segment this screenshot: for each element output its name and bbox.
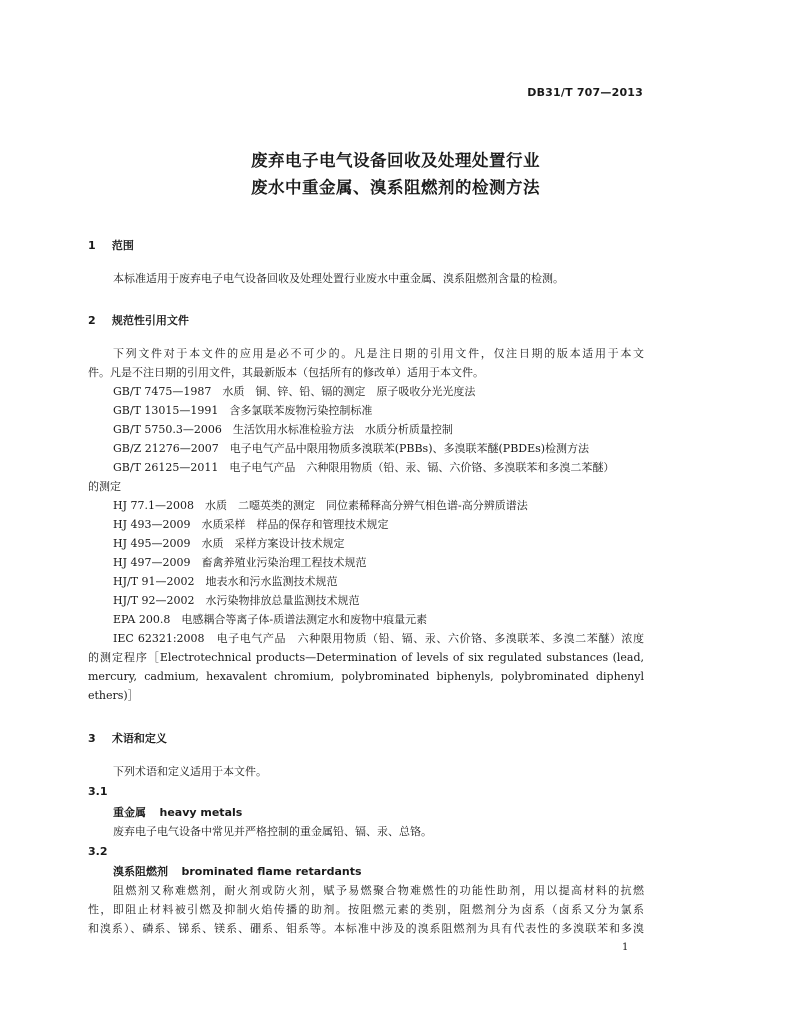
reference-item: GB/T 5750.3—2006 生活饮用水标准检验方法 水质分析质量控制	[113, 423, 453, 436]
reference-item: GB/T 7475—1987 水质 铜、锌、铅、镉的测定 原子吸收分光光度法	[113, 385, 476, 398]
term-heading	[113, 806, 242, 820]
reference-item: IEC 62321:2008 电子电气产品 六种限用物质（铅、镉、汞、六价铬、多溴联苯、多溴二苯醚）浓度	[113, 632, 644, 645]
reference-item-continued: ethers)］	[88, 689, 139, 702]
term-definition: 性，即阻止材料被引燃及抑制火焰传播的助剂。按阻燃元素的类别，阻燃剂分为卤系（卤系又分为氯系	[88, 903, 644, 916]
document-title-line2: 废水中重金属、溴系阻燃剂的检测方法	[251, 178, 540, 197]
section-number: 2	[88, 314, 96, 327]
term-en: brominated flame retardants	[181, 865, 362, 878]
reference-item: HJ 493—2009 水质采样 样品的保存和管理技术规定	[113, 518, 389, 531]
term-definition: 和溴系）、磷系、锑系、镁系、硼系、钼系等。本标准中涉及的溴系阻燃剂为具有代表性的多溴联苯和多溴	[88, 922, 644, 935]
section-number: 1	[88, 239, 96, 252]
section-3-heading	[88, 730, 167, 746]
reference-item-continued: 的测定	[88, 480, 121, 493]
reference-item: HJ/T 91—2002 地表水和污水监测技术规范	[113, 575, 338, 588]
term-definition: 阻燃剂又称难燃剂，耐火剂或防火剂，赋予易燃聚合物难燃性的功能性助剂，用以提高材料的抗燃	[113, 884, 644, 897]
reference-item-continued: mercury, cadmium, hexavalent chromium, polybrominated biphenyls, polybrominated diphenyl	[88, 670, 644, 683]
reference-item: GB/T 13015—1991 含多氯联苯废物污染控制标准	[113, 404, 373, 417]
term-number: 3.2	[88, 845, 108, 858]
reference-item-continued: 的测定程序［Electrotechnical products—Determination of levels of six regulated substances (lead,	[88, 651, 644, 664]
terms-intro: 下列术语和定义适用于本文件。	[113, 765, 267, 778]
reference-item: EPA 200.8 电感耦合等离子体-质谱法测定水和废物中痕量元素	[113, 613, 428, 626]
normative-intro-line1: 下列文件对于本文件的应用是必不可少的。凡是注日期的引用文件，仅注日期的版本适用于本文	[113, 347, 644, 360]
document-title-line1: 废弃电子电气设备回收及处理处置行业	[251, 151, 540, 170]
term-cn: 溴系阻燃剂	[113, 865, 168, 878]
term-number: 3.1	[88, 785, 108, 798]
term-definition: 废弃电子电气设备中常见并严格控制的重金属铅、镉、汞、总铬。	[113, 825, 432, 838]
standard-number: DB31/T 707—2013	[527, 86, 643, 99]
reference-item: HJ 497—2009 畜禽养殖业污染治理工程技术规范	[113, 556, 367, 569]
term-cn: 重金属	[113, 806, 146, 819]
section-1-heading	[88, 237, 134, 253]
section-number: 3	[88, 732, 96, 745]
term-heading	[113, 865, 362, 879]
reference-item: HJ/T 92—2002 水污染物排放总量监测技术规范	[113, 594, 360, 607]
section-2-heading	[88, 312, 189, 328]
normative-intro-line2: 件。凡是不注日期的引用文件，其最新版本（包括所有的修改单）适用于本文件。	[88, 366, 484, 379]
section-title: 范围	[111, 239, 134, 252]
section-title: 规范性引用文件	[111, 314, 189, 327]
page-number: 1	[622, 942, 629, 953]
section-title: 术语和定义	[111, 732, 167, 745]
reference-item: HJ 495—2009 水质 采样方案设计技术规定	[113, 537, 345, 550]
reference-item: GB/T 26125—2011 电子电气产品 六种限用物质（铅、汞、镉、六价铬、多溴联苯和多溴二苯醚）	[113, 461, 615, 474]
reference-item: GB/Z 21276—2007 电子电气产品中限用物质多溴联苯(PBBs)、多溴联苯醚(PBDEs)检测方法	[113, 442, 590, 455]
term-en: heavy metals	[159, 806, 243, 819]
scope-text: 本标准适用于废弃电子电气设备回收及处理处置行业废水中重金属、溴系阻燃剂含量的检测。	[113, 272, 564, 285]
reference-item: HJ 77.1—2008 水质 二噁英类的测定 同位素稀释高分辨气相色谱-高分辨质谱法	[113, 499, 528, 512]
